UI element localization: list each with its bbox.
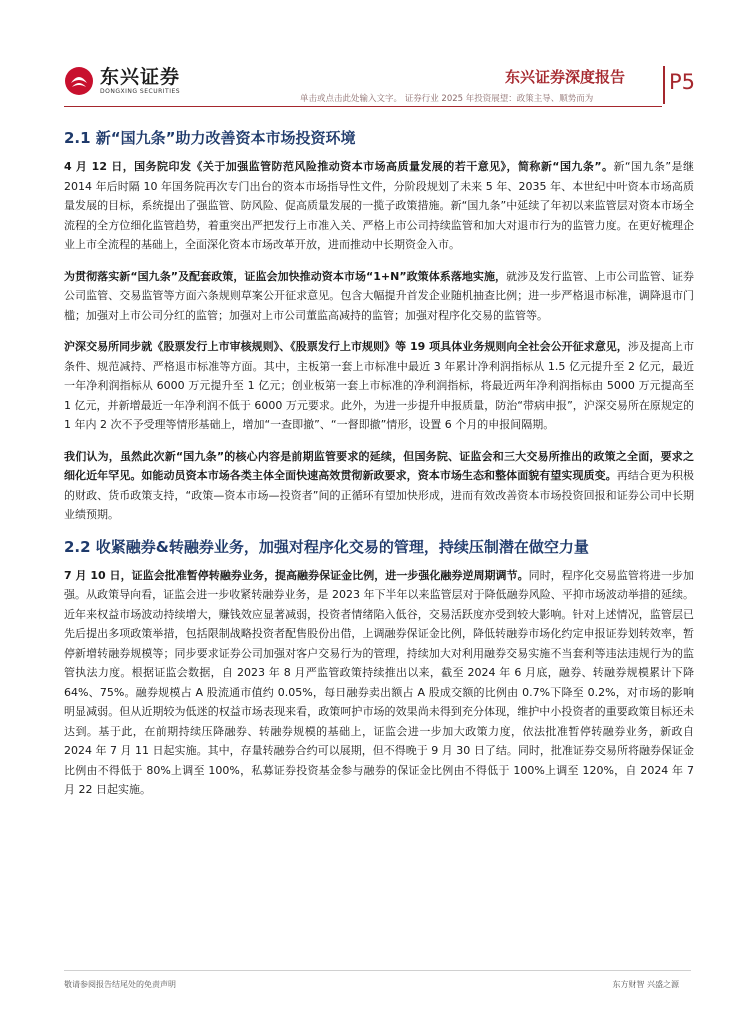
paragraph-body: 涉及提高上市条件、规范减持、严格退市标准等方面。其中，主板第一套上市标准中最近 3 年累计净利润指标从 1.5 亿元提升至 2 亿元，最近一年净利润指标从 6000 万元提升至 1 亿元；创业板第一套上市标准的净利润指标，将最近两年净利润指标由 5000 万元提高至 1 亿元，并新增最近一年净利润不低于 6000 万元要求。此外，为进一步提升申报质量，防治“带病申报”，沪深交易所在原规定的 1 年内 2 次不予受理等情形基础上，增加“一查即撤”、“一督即撤”情形，设置 6 个月的申报间隔期。	[64, 340, 695, 431]
section-heading-2-1: 2.1 新“国九条”助力改善资本市场投资环境	[64, 129, 356, 147]
header-rule	[64, 106, 662, 107]
paragraph-body: 新“国九条”是继 2014 年后时隔 10 年国务院再次专门出台的资本市场指导性文件，分阶段规划了未来 5 年、2035 年、本世纪中叶资本市场高质量发展的目标，系统提出了强监管、防风险、促高质量发展的一揽子政策措施。新“国九条”中延续了年初以来监管层对资本市场全流程的全方位细化监管趋势，着重突出严把发行上市准入关、严格上市公司持续监管和加大对退市行为的监管力度。在更好梳理企业上市全流程的基础上，全面深化资本市场改革开放，进而推动中长期资金入市。	[64, 160, 694, 251]
main-content	[64, 128, 694, 812]
footer-rule	[64, 970, 691, 971]
page-header	[0, 0, 755, 115]
footer-slogan: 东方财智 兴盛之源	[612, 980, 679, 989]
section-heading-2-2: 2.2 收紧融券&转融券业务，加强对程序化交易的管理，持续压制潜在做空力量	[64, 537, 589, 556]
paragraph	[64, 566, 694, 800]
report-subtitle: 单击或点击此处输入文字。 证券行业 2025 年投资展望：政策主导、顺势而为	[300, 94, 594, 104]
paragraph-body: 就涉及发行监管、上市公司监管、证券公司监管、交易监管等方面六条规则草案公开征求意见。包含大幅提升首发企业随机抽查比例；进一步严格退市标准，调降退市门槛；加强对上市公司分红的监管；加强对上市公司董监高减持的监管；加强对程序化交易的监管等。	[64, 269, 694, 322]
paragraph-body: 同时，程序化交易监管将进一步加强。从政策导向看，证监会进一步收紧转融券业务，是 2023 年下半年以来监管层对于降低融券风险、平抑市场波动举措的延续。近年来权益市场波动持续增大，赚钱效应显著减弱，投资者情绪陷入低谷，交易活跃度亦受到较大影响。针对上述情况，监管层已先后提出多项政策举措，包括限制战略投资者配售股份出借，上调融券保证金比例，降低转融券市场化约定申报证券划转效率，暂停新增转融券规模等；同步要求证券公司加强对客户交易行为的管理，持续加大对利用融券交易实施不当套利等违法违规行为的监管执法力度。根据证监会数据，自 2023 年 8 月严监管政策持续推出以来，截至 2024 年 6 月底，融券、转融券规模累计下降 64%、75%。融券规模占 A 股流通市值约 0.05%，每日融券卖出额占 A 股成交额的比例由 0.7%下降至 0.2%，对市场的影响明显减弱。但从近期较为低迷的权益市场表现来看，政策呵护市场的效果尚未得到充分体现，维护中小投资者的重要政策目标还未达到。基于此，在前期持续压降融券、转融券规模的基础上，证监会进一步加大政策力度，依法批准暂停转融券业务，新政自 2024 年 7 月 11 日起实施。其中，存量转融券合约可以展期，但不得晚于 9 月 30 日了结。同时，批准证券交易所将融券保证金比例由不得低于 80%上调至 100%，私募证券投资基金参与融券的保证金比例由不得低于 100%上调至 120%，自 2024 年 7 月 22 日起实施。	[64, 568, 694, 796]
paragraph	[64, 157, 694, 255]
paragraph	[64, 337, 694, 435]
paragraph	[64, 447, 694, 525]
logo-mark-icon	[64, 66, 94, 96]
paragraph	[64, 267, 694, 326]
paragraph-lead: 为贯彻落实新“国九条”及配套政策，证监会加快推动资本市场“1+N”政策体系落地实施，	[64, 269, 507, 283]
paragraph-lead: 7 月 10 日，证监会批准暂停转融券业务，提高融券保证金比例，进一步强化融券逆周期调节。	[64, 568, 529, 582]
paragraph-lead: 4 月 12 日，国务院印发《关于加强监管防范风险推动资本市场高质量发展的若干意见》，简称新“国九条”。	[64, 160, 614, 173]
paragraph-body: 再结合更为积极的财政、货币政策支持，“政策—资本市场—投资者”间的正循环有望加快形成，进而有效改善资本市场投资回报和证券公司中长期业绩预期。	[64, 469, 695, 521]
paragraph-lead: 沪深交易所同步就《股票发行上市审核规则》、《股票发行上市规则》等 19 项具体业务规则向全社会公开征求意见，	[64, 340, 628, 353]
paragraph-lead: 我们认为，虽然此次新“国九条”的核心内容是前期监管要求的延续，但国务院、证监会和三大交易所推出的政策之全面，要求之细化近年罕见。如能动员资本市场各类主体全面快速高效贯彻新政要求，资本市场生态和整体面貌有望实现质变。	[64, 449, 694, 482]
footer-disclaimer: 敬请参阅报告结尾处的免责声明	[64, 980, 176, 989]
company-logo	[64, 66, 180, 96]
header-divider	[663, 66, 665, 104]
report-title: 东兴证券深度报告	[504, 68, 625, 86]
page-number: P5	[668, 70, 695, 94]
logo-english-name: DONGXING SECURITIES	[100, 88, 181, 95]
logo-chinese-name: 东兴证券	[100, 66, 181, 88]
